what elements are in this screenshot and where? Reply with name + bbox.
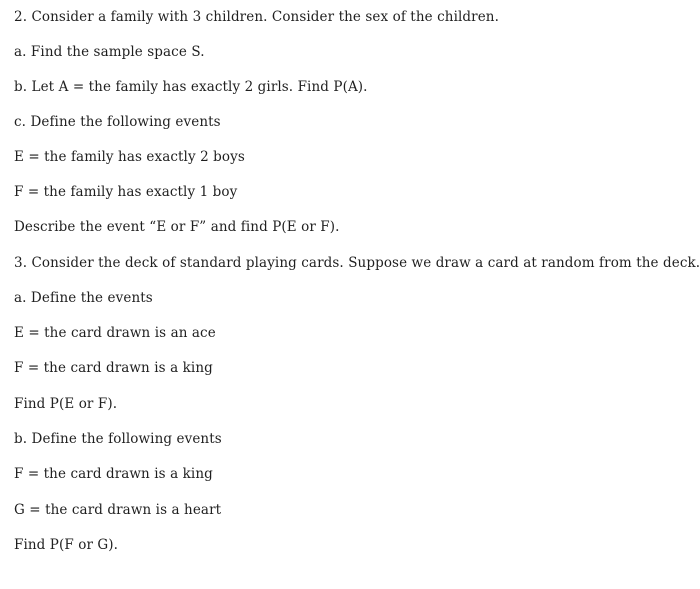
problem-3-intro: 3. Consider the deck of standard playing cards. Suppose we draw a card at random from the deck.: [14, 255, 700, 271]
find-p-e-or-f: Find P(E or F).: [14, 396, 118, 412]
problem-3-part-b: b. Define the following events: [14, 431, 222, 447]
find-p-f-or-g: Find P(F or G).: [14, 537, 119, 553]
event-e-ace-definition: E = the card drawn is an ace: [14, 325, 216, 341]
event-e-definition: E = the family has exactly 2 boys: [14, 149, 245, 165]
event-g-heart-definition: G = the card drawn is a heart: [14, 502, 222, 518]
problem-3-part-a: a. Define the events: [14, 290, 153, 306]
event-f-king-definition: F = the card drawn is a king: [14, 360, 213, 376]
event-f-king-definition-2: F = the card drawn is a king: [14, 466, 213, 482]
problem-2-intro: 2. Consider a family with 3 children. Consider the sex of the children.: [14, 9, 499, 25]
problem-2-part-a: a. Find the sample space S.: [14, 44, 205, 60]
describe-event-prompt: Describe the event “E or F” and find P(E or F).: [14, 219, 340, 235]
problem-2-part-b: b. Let A = the family has exactly 2 girls. Find P(A).: [14, 79, 368, 95]
event-f-definition: F = the family has exactly 1 boy: [14, 184, 238, 200]
problem-2-part-c: c. Define the following events: [14, 114, 221, 130]
